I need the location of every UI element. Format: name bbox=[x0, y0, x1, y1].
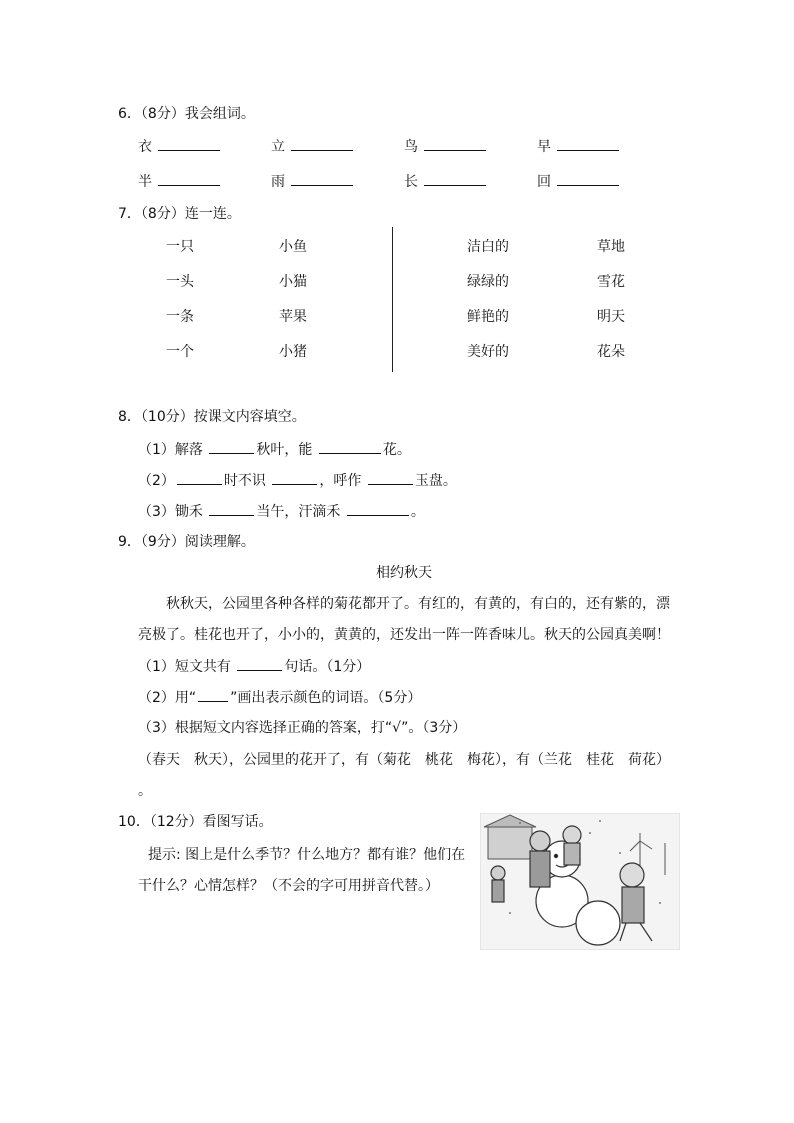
text: 秋叶，能 bbox=[256, 442, 313, 458]
answer-blank[interactable] bbox=[177, 470, 222, 485]
snowman-children-illustration bbox=[480, 813, 680, 950]
q9-sub-2 bbox=[138, 687, 421, 708]
q7-noun-right[interactable]: 草地 bbox=[597, 239, 625, 255]
text: 当午，汗滴禾 bbox=[256, 504, 341, 520]
answer-blank[interactable] bbox=[424, 136, 486, 151]
q7-adjective[interactable]: 洁白的 bbox=[467, 239, 509, 255]
q6-item-3 bbox=[404, 136, 488, 157]
q6-item-6 bbox=[271, 171, 355, 192]
text: 时不识 bbox=[223, 473, 266, 489]
q9-sub-1 bbox=[138, 656, 370, 677]
text: （2） bbox=[138, 473, 175, 489]
reading-title: 相约秋天 bbox=[376, 565, 432, 581]
char: 早 bbox=[537, 139, 551, 155]
column-divider bbox=[392, 227, 393, 372]
q9-choice-line[interactable]: （春天 秋天），公园里的花开了，有（菊花 桃花 梅花），有（兰花 桂花 荷花） bbox=[138, 752, 670, 768]
answer-blank[interactable] bbox=[291, 136, 353, 151]
q7-header: 7．（8分）连一连。 bbox=[118, 206, 241, 222]
q7-adjective[interactable]: 鲜艳的 bbox=[467, 309, 509, 325]
answer-blank[interactable] bbox=[557, 136, 619, 151]
q6-item-7 bbox=[404, 171, 488, 192]
q8-line-1 bbox=[138, 439, 411, 460]
q7-noun-right[interactable]: 花朵 bbox=[597, 344, 625, 360]
q6-header: 6．（8分）我会组词。 bbox=[118, 106, 255, 122]
underline-sample bbox=[198, 687, 228, 702]
answer-blank[interactable] bbox=[319, 439, 381, 454]
q7-noun[interactable]: 小猫 bbox=[279, 274, 307, 290]
reading-paragraph-line-2: 亮极了。桂花也开了，小小的，黄黄的，还发出一阵一阵香味儿。秋天的公园真美啊！ bbox=[138, 627, 670, 643]
q6-item-2 bbox=[271, 136, 355, 157]
answer-blank[interactable] bbox=[237, 656, 282, 671]
text: ，呼作 bbox=[319, 473, 362, 489]
answer-blank[interactable] bbox=[424, 171, 486, 186]
answer-blank[interactable] bbox=[347, 501, 409, 516]
text: 花。 bbox=[382, 442, 411, 458]
q7-measure[interactable]: 一头 bbox=[166, 274, 194, 290]
char: 立 bbox=[271, 139, 285, 155]
q6-item-4 bbox=[537, 136, 621, 157]
answer-blank[interactable] bbox=[158, 136, 220, 151]
q7-adjective[interactable]: 绿绿的 bbox=[467, 274, 509, 290]
char: 衣 bbox=[138, 139, 152, 155]
q7-noun-right[interactable]: 明天 bbox=[597, 309, 625, 325]
text: （1）解落 bbox=[138, 442, 203, 458]
q7-noun[interactable]: 小猪 bbox=[279, 344, 307, 360]
q8-header: 8．（10分）按课文内容填空。 bbox=[118, 409, 306, 425]
reading-paragraph-line-1: 秋秋天，公园里各种各样的菊花都开了。有红的，有黄的，有白的，还有紫的，漂 bbox=[166, 596, 670, 612]
char: 长 bbox=[404, 174, 418, 190]
q7-adjective[interactable]: 美好的 bbox=[467, 344, 509, 360]
text: 。 bbox=[410, 504, 425, 520]
q7-measure[interactable]: 一只 bbox=[166, 239, 194, 255]
q7-noun[interactable]: 小鱼 bbox=[279, 239, 307, 255]
q6-item-1 bbox=[138, 136, 222, 157]
text: （2）用“ bbox=[138, 690, 197, 706]
answer-blank[interactable] bbox=[209, 501, 254, 516]
q7-measure[interactable]: 一条 bbox=[166, 309, 194, 325]
text: 玉盘。 bbox=[414, 473, 457, 489]
text: （1）短文共有 bbox=[138, 659, 231, 675]
q9-sub-3: （3）根据短文内容选择正确的答案，打“√”。（3分） bbox=[138, 720, 467, 736]
q10-hint-line-1: 提示: 图上是什么季节？什么地方？都有谁？他们在 bbox=[148, 847, 466, 863]
q6-item-5 bbox=[138, 171, 222, 192]
q10-hint-line-2: 干什么？心情怎样？（不会的字可用拼音代替。） bbox=[138, 878, 439, 894]
answer-blank[interactable] bbox=[557, 171, 619, 186]
char: 回 bbox=[537, 174, 551, 190]
answer-blank[interactable] bbox=[158, 171, 220, 186]
q7-noun[interactable]: 苹果 bbox=[279, 309, 307, 325]
text: （3）锄禾 bbox=[138, 504, 203, 520]
answer-blank[interactable] bbox=[209, 439, 254, 454]
q9-header: 9．（9分）阅读理解。 bbox=[118, 534, 255, 550]
q8-line-3 bbox=[138, 501, 425, 522]
q7-noun-right[interactable]: 雪花 bbox=[597, 274, 625, 290]
q10-header: 10．（12分）看图写话。 bbox=[118, 814, 273, 830]
q6-item-8 bbox=[537, 171, 621, 192]
char: 鸟 bbox=[404, 139, 418, 155]
char: 半 bbox=[138, 174, 152, 190]
answer-blank[interactable] bbox=[272, 470, 317, 485]
answer-blank[interactable] bbox=[291, 171, 353, 186]
q7-measure[interactable]: 一个 bbox=[166, 344, 194, 360]
answer-blank[interactable] bbox=[368, 470, 413, 485]
char: 雨 bbox=[271, 174, 285, 190]
q8-line-2 bbox=[138, 470, 457, 491]
q9-choice-end: 。 bbox=[138, 783, 152, 799]
text: ”画出表示颜色的词语。（5分） bbox=[230, 690, 422, 706]
text: 句话。（1分） bbox=[284, 659, 371, 675]
